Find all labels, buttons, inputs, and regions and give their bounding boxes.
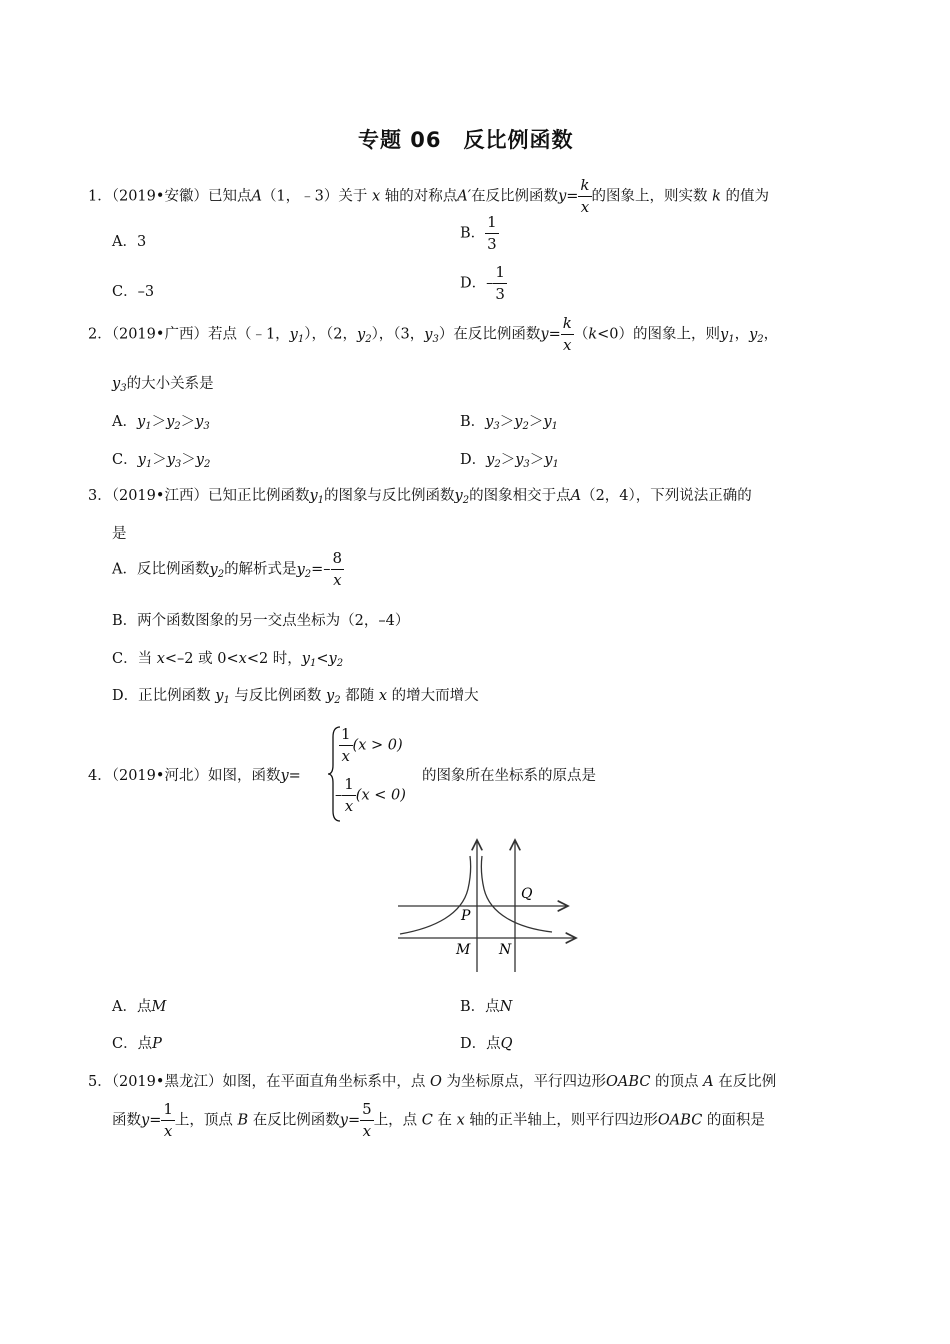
q3-stem-line2: 是 [112,526,127,542]
q1-option-d[interactable] [460,265,507,302]
q3-option-d-text2: 与反比例函数 [234,688,322,704]
q5-stem-line2: 函数y= $\frac{1}{x}$ 上，顶点 B 在反比例函数y= $\frac{5}{x}$ 上，点 C 在 x 轴的正半轴上，则平行四边形OABC 的面积是 [112,1100,765,1140]
q5-line2g: 的面积是 [706,1112,765,1129]
q1-fraction: $\frac{k}{x}$ [580,176,590,216]
q4-case1-fraction: $\frac{1}{x}$ [341,725,351,765]
q2-part3: ），（3， [371,326,425,343]
q4-curve-right [481,856,552,932]
q4-case-1 [339,727,403,764]
q1-number: 1． [88,188,112,205]
q2-cond: （ [573,326,589,343]
q1-mid2: 在反比例函数 [471,188,559,205]
q2-option-d[interactable]: D．$y_2>y_3>y_1$ [460,452,559,470]
q3-option-d-text4: 的增大而增大 [391,688,479,704]
q1-point-a: A [251,188,262,205]
q1-suffix2: 的值为 [725,188,770,205]
q1-var-y: y [558,188,567,205]
q3-option-c-text3: <2 时， [246,651,302,667]
q2-y1: $y_1$ [289,326,305,345]
q1-suffix: 的图象上，则实数 [591,188,708,205]
q4-number: 4． [88,768,112,784]
q3-line1c: 的图象相交于点 [469,488,571,504]
q4-option-a[interactable] [112,995,166,1016]
q3-y1: $y_1$ [309,488,325,506]
q5-fraction-2: $\frac{5}{x}$ [362,1100,372,1140]
q4-option-d-value: Q [500,1036,513,1052]
q1-option-b-fraction: $\frac{1}{3}$ [487,213,497,253]
q2-option-c-label: C． [112,452,138,468]
q4-case1-cond: (x > 0) [352,737,403,754]
q3-line1b: 的图象与反比例函数 [324,488,455,504]
q4-option-c-label: C．点 [112,1036,153,1052]
q3-option-a-eq: =– [311,561,331,578]
q2-fraction: $\frac{k}{x}$ [562,314,572,354]
q5-line1c: 的顶点 [655,1074,699,1090]
q5-line1b: 为坐标原点，平行四边形 [446,1074,607,1090]
q3-point-a: A [570,488,582,504]
q3-option-a-fraction: $\frac{8}{x}$ [332,549,343,589]
q2-option-c[interactable]: C．$y_1>y_3>y_2$ [112,452,211,470]
q3-option-a-text: A．反比例函数 [112,561,210,578]
q1-option-b-label: B． [460,225,486,242]
q3-option-d-text: D．正比例函数 [112,688,211,704]
q4-option-c[interactable] [112,1032,162,1053]
q1-point-a-prime: A′ [457,188,472,205]
q4-option-c-value: P [152,1036,162,1052]
q4-case-2: – $\frac{1}{x}$ (x < 0) [335,775,406,815]
q3-option-c[interactable]: C．当 x<–2 或 0<x<2 时，$y_1<y_2$ [112,651,344,669]
q2-option-a[interactable]: A．$y_1>y_2>y_3$ [112,414,210,432]
q5-line2f: 轴的正半轴上，则平行四边形 [469,1112,658,1129]
q2-y2: $y_2$ [356,326,372,345]
q5-line2b: 上，顶点 [174,1112,233,1129]
q2-var-k: k [588,326,598,343]
q2-line2: 的大小关系是 [126,376,214,392]
q2-number: 2． [88,326,112,343]
q4-label-m: M [456,942,471,958]
q2-part2: ），（2， [304,326,357,343]
q4-option-a-label: A．点 [112,999,152,1015]
q1-mid: 轴的对称点 [384,188,458,205]
q5-line1: （2019•黑龙江）如图，在平面直角坐标系中，点 [111,1074,426,1090]
q3-option-a-text2: 的解析式是 [224,561,297,578]
question-4-stem: 4．（2019•河北）如图，函数y= [88,768,301,784]
q3-option-d[interactable]: D．正比例函数 $y_1$ 与反比例函数 $y_2$ 都随 x 的增大而增大 [112,688,479,706]
q2-cond2: <0）的图象上，则 [597,326,720,343]
q1-var-x: x [372,188,381,205]
question-1-stem [88,178,769,215]
q5-point-c: C [421,1112,433,1129]
q4-label-q: Q [521,886,533,902]
q1-option-a[interactable]: A．3 [112,234,147,250]
q1-var-k: k [712,188,721,205]
q3-option-c-text: C．当 [112,651,153,667]
q3-option-b[interactable]: B．两个函数图象的另一交点坐标为（2，–4） [112,613,410,629]
q2-y3: $y_3$ [424,326,439,345]
q3-option-d-text3: 都随 [345,688,375,704]
q2-y3b: $y_3$ [112,376,127,394]
q4-option-a-value: M [151,999,167,1015]
q5-fraction-1: $\frac{1}{x}$ [163,1100,173,1140]
q5-line2c: 在反比例函数 [252,1112,340,1129]
q3-line1d: （2，4），下列说法正确的 [581,488,752,504]
q4-case2-cond: (x < 0) [355,787,406,804]
q5-number: 5． [88,1074,112,1090]
question-2-stem: 2．（2019•广西）若点（﹣1，$y_1$），（2，$y_2$），（3，$y_3$）在反比例函数y= $\frac{k}{x}$ （k<0）的图象上，则$y_1$，$y_2$， [88,314,779,354]
q2-option-b[interactable]: B．$y_3>y_2>y_1$ [460,414,558,432]
q2-option-b-label: B． [460,414,486,430]
q2-part4: ）在反比例函数 [438,326,541,343]
q2-y2b: $y_2$ [749,326,764,345]
q5-line2d: 上，点 [373,1112,418,1129]
q4-option-b-value: N [499,999,513,1015]
q1-coords: （1，﹣3）关于 [261,188,368,205]
q3-option-a[interactable]: A．反比例函数$y_2$的解析式是$y_2=-$ $\frac{8}{x}$ [112,549,343,589]
q2-stem-line2 [112,372,214,394]
q5-point-a: A [703,1074,714,1090]
q5-point-o: O [430,1074,442,1090]
q4-option-d[interactable] [460,1032,513,1053]
q1-option-b[interactable] [460,215,499,252]
q1-option-d-label: D．– [460,275,494,292]
q4-label-p: P [461,908,471,924]
q4-curve-left [400,856,471,934]
q2-y1b: $y_1$ [720,326,735,345]
q5-line1d: 在反比例 [718,1074,777,1090]
q4-prefix: （2019•河北）如图，函数 [111,768,281,784]
q4-suffix: 的图象所在坐标系的原点是 [422,768,596,784]
q1-option-d-fraction: $\frac{1}{3}$ [495,263,505,303]
q2-prefix: （2019•广西）若点（﹣1， [111,326,290,343]
q3-line1a: （2019•江西）已知正比例函数 [111,488,310,504]
q3-option-c-text2: <–2 或 0< [164,651,239,667]
q3-number: 3． [88,488,112,504]
q4-figure [390,834,590,974]
q4-option-b-label: B．点 [460,999,500,1015]
q5-line2a: 函数 [112,1112,141,1129]
q5-shape-oabc: OABC [606,1074,651,1090]
q4-label-n: N [499,942,512,958]
q5-line2e: 在 [437,1112,453,1129]
q1-option-c[interactable]: C．–3 [112,284,155,300]
q5-point-b: B [237,1112,249,1129]
q4-case2-fraction: $\frac{1}{x}$ [344,775,354,815]
q2-var-y: y [540,326,549,343]
q1-text: （2019•安徽）已知点 [111,188,252,205]
q4-option-d-label: D．点 [460,1036,501,1052]
q1-eq: = [566,188,579,205]
q2-option-d-label: D． [460,452,487,468]
q2-option-a-label: A． [112,414,137,430]
page-title: 专题 06 反比例函数 [358,128,574,152]
question-3-stem [88,484,752,506]
q4-option-b[interactable] [460,995,512,1016]
question-5-stem [88,1070,776,1091]
q5-shape-oabc-2: OABC [657,1112,703,1129]
q3-y2: $y_2$ [454,488,470,506]
